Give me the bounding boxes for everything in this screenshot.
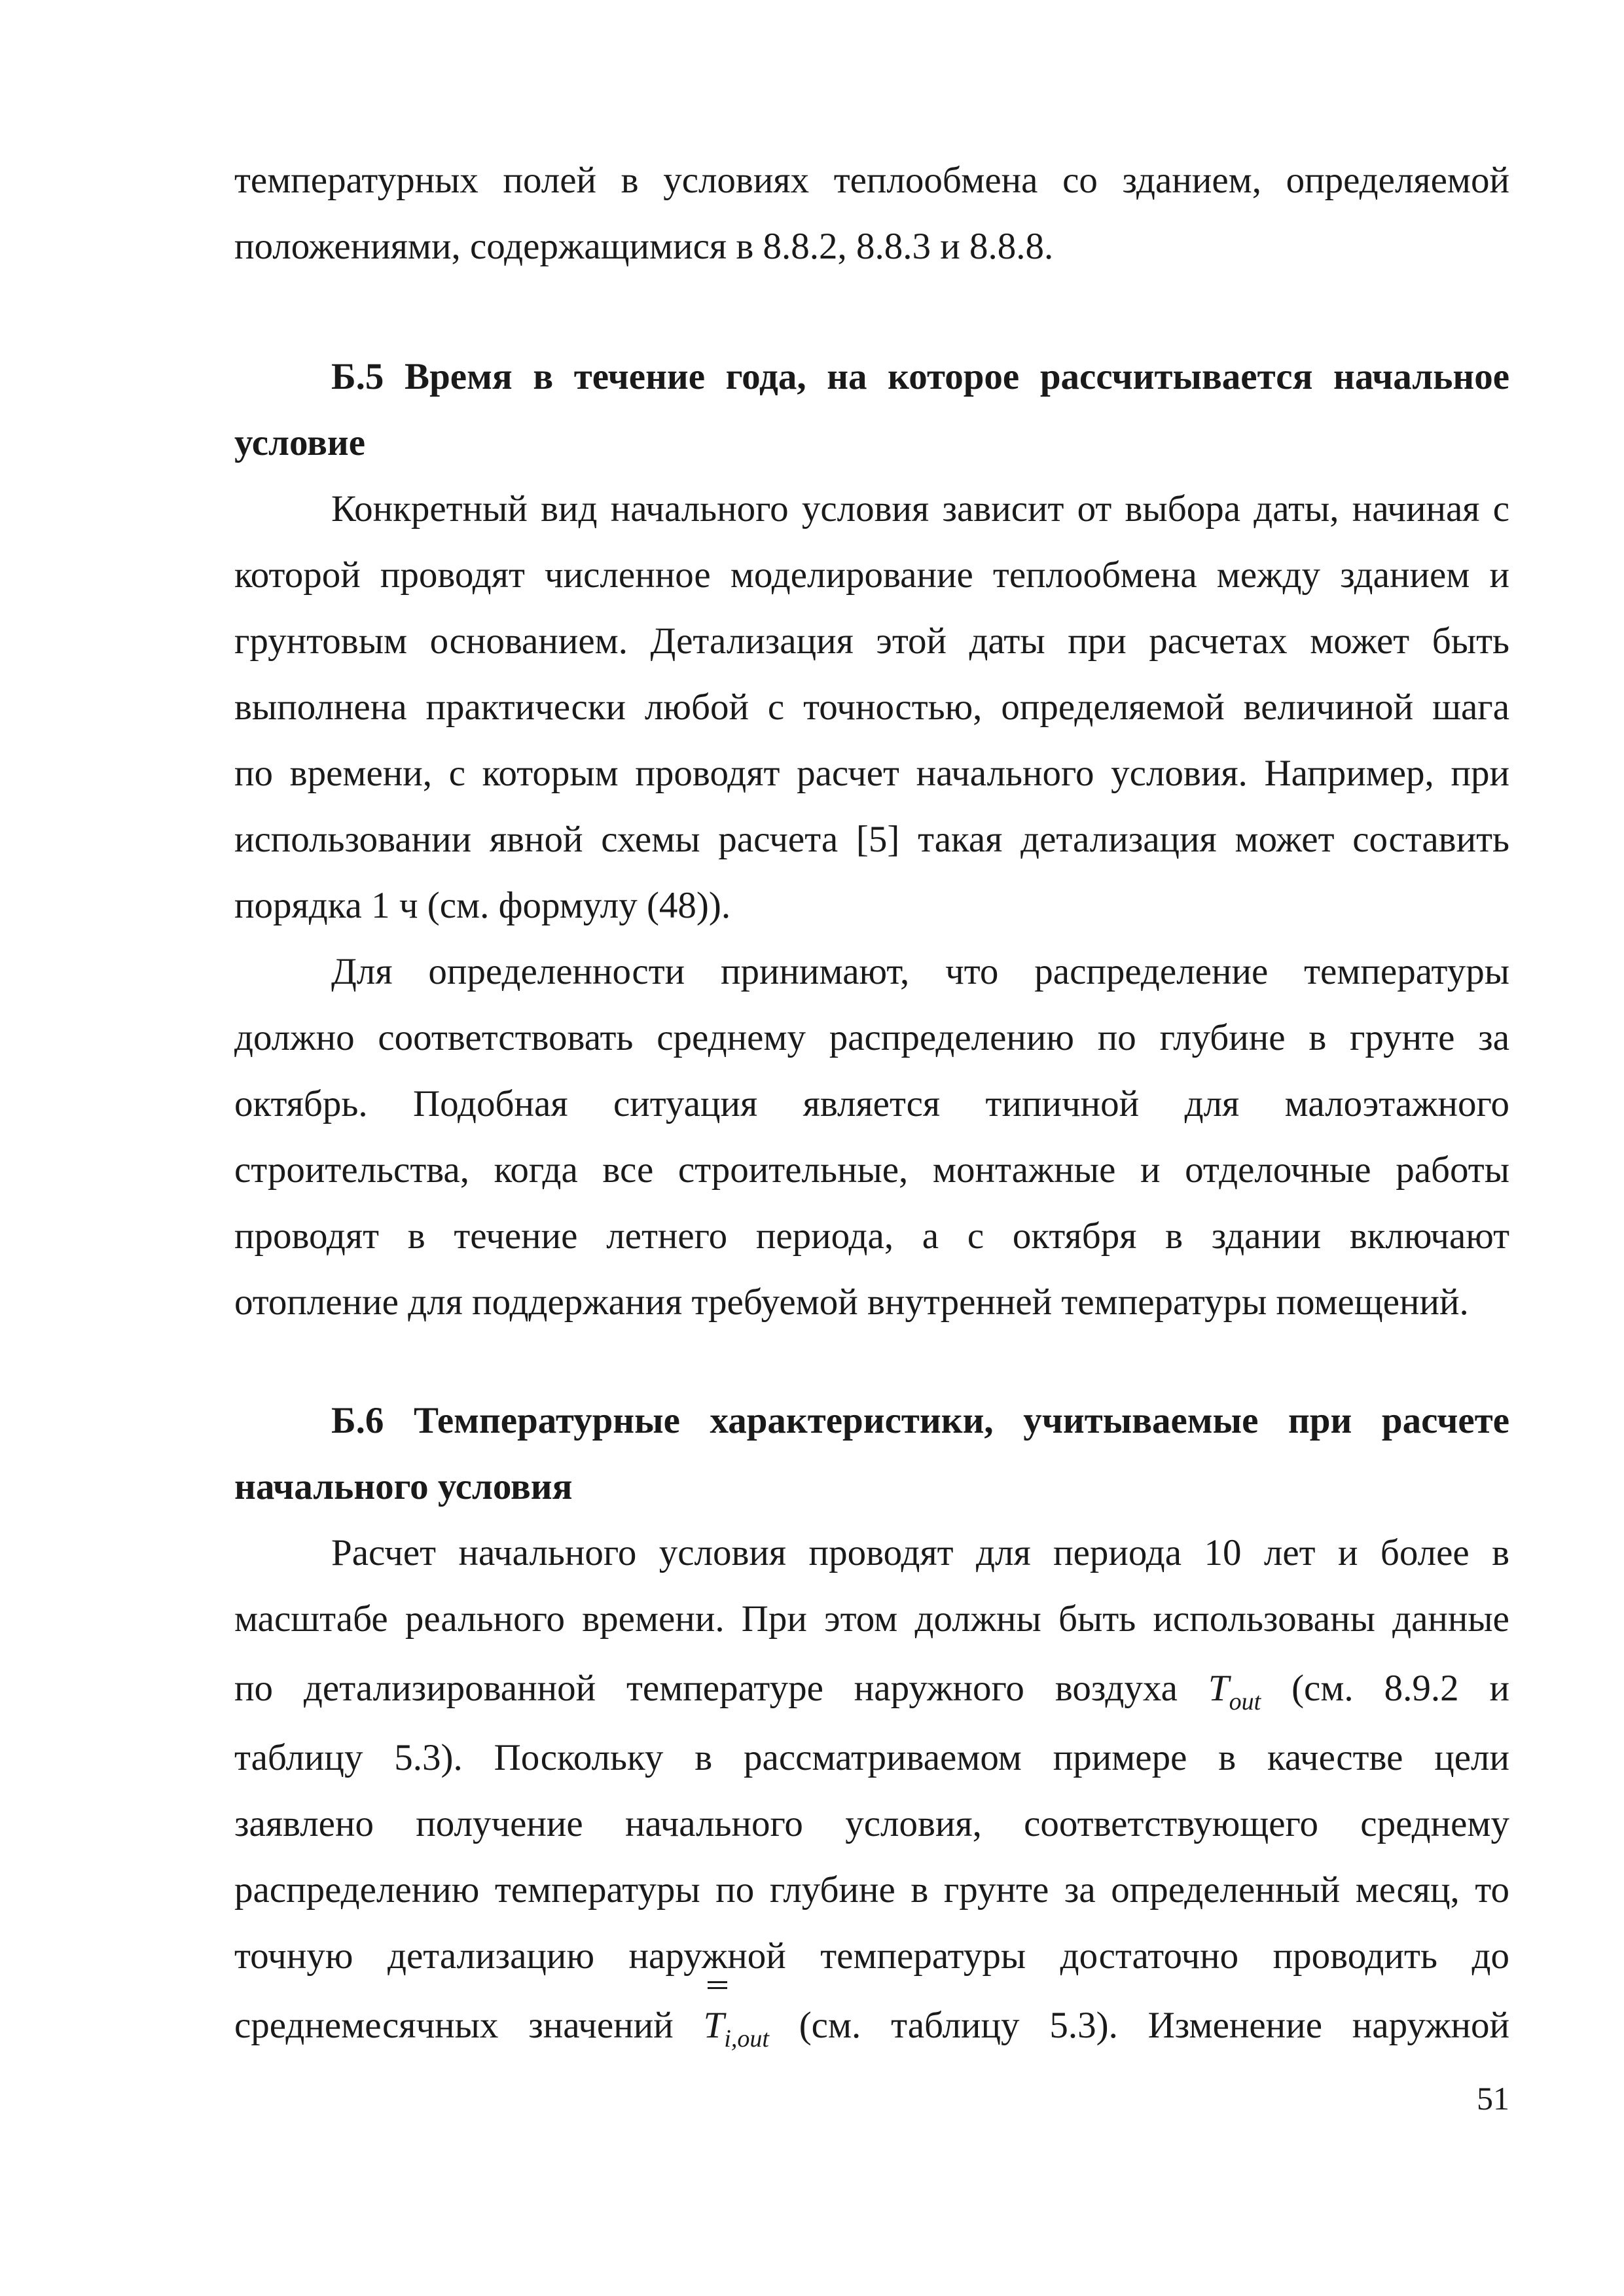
text-line: проводят в течение летнего периода, а с октября в здании включают xyxy=(234,1215,1509,1257)
text-line: порядка 1 ч (см. формулу (48)). xyxy=(234,885,731,926)
math-symbol: T xyxy=(703,2005,725,2046)
text-segment: по детализированной температуре наружного воздуха xyxy=(234,1668,1178,1709)
paragraph xyxy=(234,939,1509,1335)
text-line: положениями, содержащимися в 8.8.2, 8.8.3 и 8.8.8. xyxy=(234,226,1054,267)
text-line: которой проводят численное моделирование теплообмена между зданием и xyxy=(234,554,1509,596)
math-subscript: i,out xyxy=(724,2025,769,2053)
text-line: использовании явной схемы расчета [5] такая детализация может составить xyxy=(234,819,1509,860)
intro-paragraph xyxy=(234,147,1509,279)
text-line-with-formula xyxy=(234,1652,1509,1725)
text-segment: (см. 8.9.2 и xyxy=(1291,1668,1510,1709)
section-heading: начального условия xyxy=(234,1466,573,1507)
text-line: температурных полей в условиях теплообмена со зданием, определяемой xyxy=(234,160,1509,201)
text-line: Конкретный вид начального условия зависит от выбора даты, начиная с xyxy=(331,488,1509,529)
text-line: масштабе реального времени. При этом должны быть использованы данные xyxy=(234,1598,1509,1640)
paragraph xyxy=(234,1520,1509,2062)
formula-t-i-out xyxy=(703,2005,769,2053)
math-subscript: out xyxy=(1229,1688,1261,1715)
text-line: точную детализацию наружной температуры достаточно проводить до xyxy=(234,1935,1509,1977)
section-heading: Б.5 Время в течение года, на которое рассчитывается начальное xyxy=(331,356,1509,397)
text-line: Для определенности принимают, что распределение температуры xyxy=(331,951,1509,992)
formula-t-out xyxy=(1208,1668,1261,1715)
math-symbol-double-bar xyxy=(704,1989,725,2062)
text-line: таблицу 5.3). Поскольку в рассматриваемом примере в качестве цели xyxy=(234,1737,1509,1778)
section-b5 xyxy=(234,344,1509,1335)
text-segment: (см. таблицу 5.3). Изменение наружной xyxy=(799,2005,1509,2046)
text-line-with-formula xyxy=(234,1989,1509,2062)
section-heading: условие xyxy=(234,422,366,463)
text-line: Расчет начального условия проводят для периода 10 лет и более в xyxy=(331,1532,1509,1573)
section-heading: Б.6 Температурные характеристики, учитываемые при расчете xyxy=(331,1400,1509,1441)
paragraph xyxy=(234,476,1509,939)
text-line: строительства, когда все строительные, монтажные и отделочные работы xyxy=(234,1149,1509,1191)
text-line: отопление для поддержания требуемой внутренней температуры помещений. xyxy=(234,1282,1469,1323)
page-number: 51 xyxy=(1477,2080,1509,2117)
text-line: распределению температуры по глубине в грунте за определенный месяц, то xyxy=(234,1869,1509,1910)
text-line: должно соответствовать среднему распределению по глубине в грунте за xyxy=(234,1017,1509,1058)
text-line: грунтовым основанием. Детализация этой даты при расчетах может быть xyxy=(234,620,1509,662)
section-b6 xyxy=(234,1388,1509,2062)
text-line: по времени, с которым проводят расчет начального условия. Например, при xyxy=(234,753,1509,794)
text-line: заявлено получение начального условия, соответствующего среднему xyxy=(234,1803,1509,1844)
math-symbol: T xyxy=(1208,1668,1229,1709)
text-line: октябрь. Подобная ситуация является типичной для малоэтажного xyxy=(234,1083,1509,1124)
text-segment: среднемесячных значений xyxy=(234,2005,674,2046)
text-line: выполнена практически любой с точностью, определяемой величиной шага xyxy=(234,687,1509,728)
